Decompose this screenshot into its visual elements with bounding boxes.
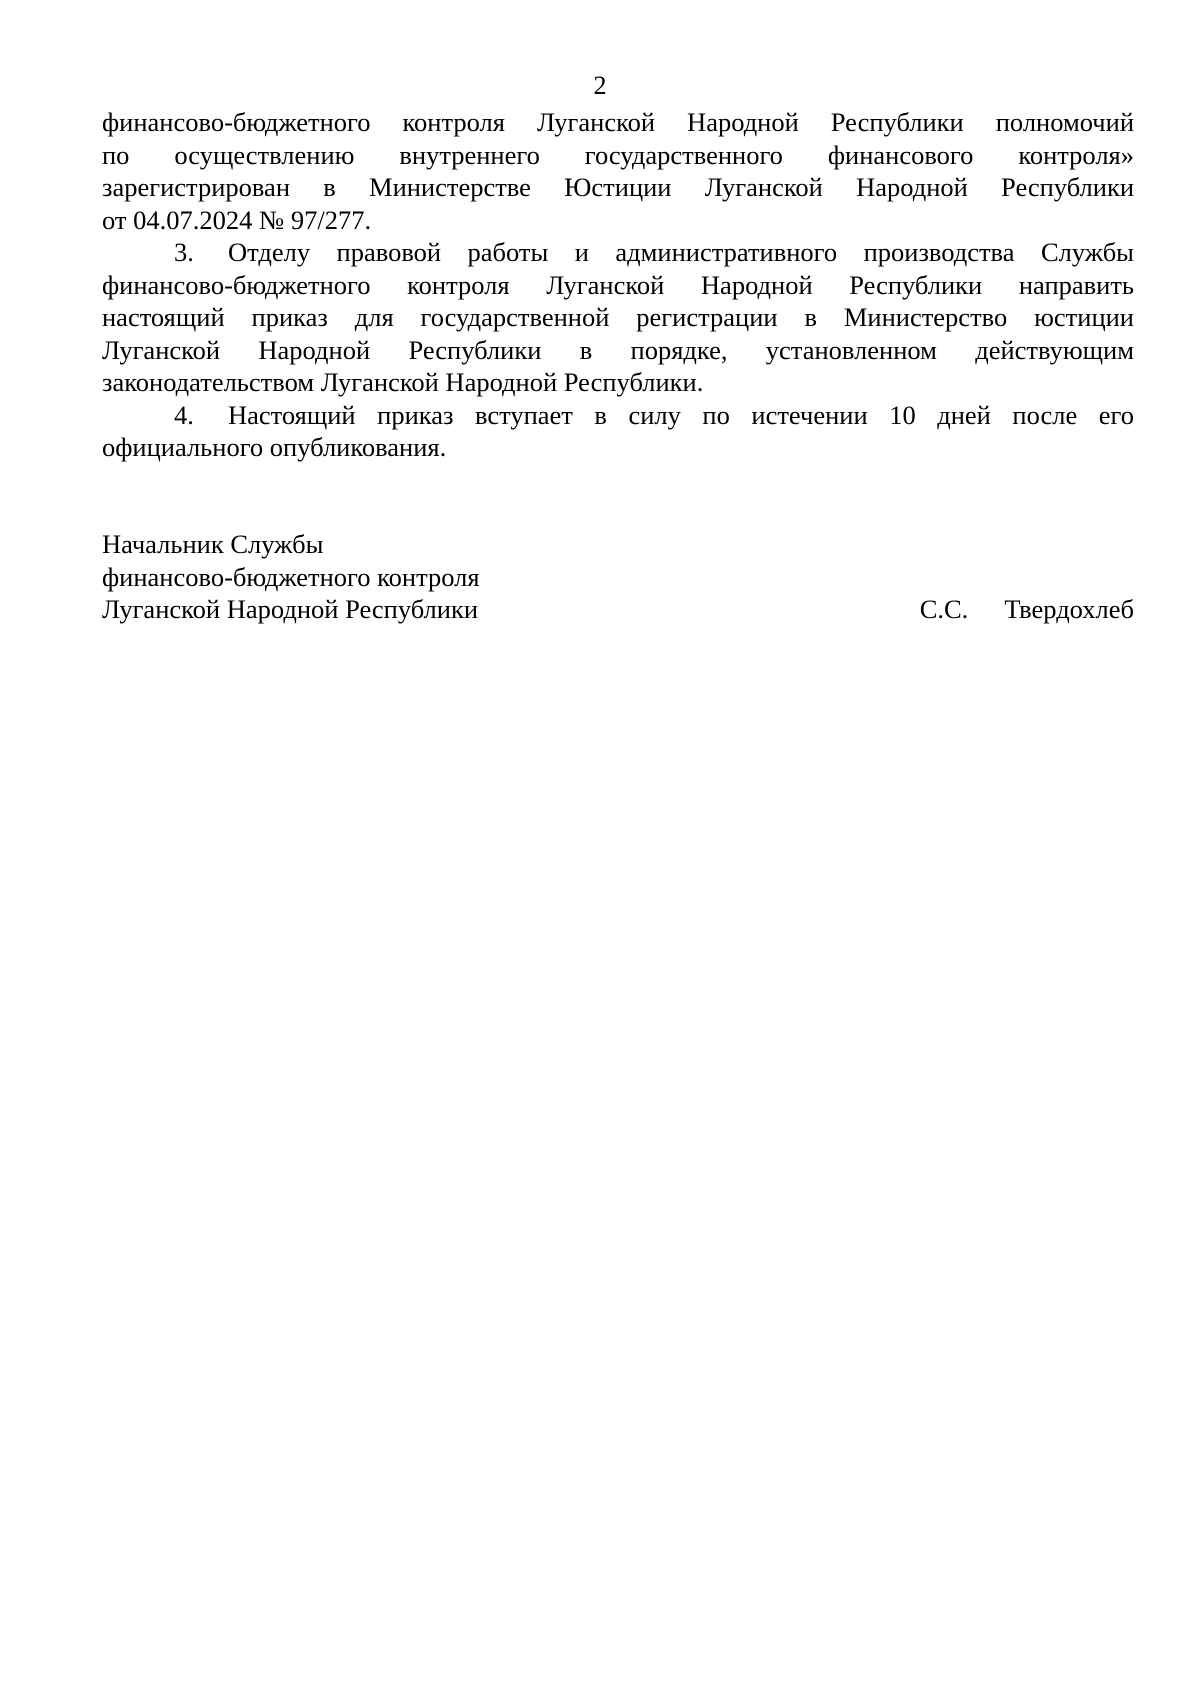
text-line: от 04.07.2024 № 97/277. [102, 204, 372, 235]
signatory-surname: Твердохлеб [1004, 594, 1134, 624]
text-line: законодательством Луганской Народной Республики. [102, 367, 704, 397]
list-item-number: 3. [174, 237, 194, 267]
signatory-position-line: финансово-бюджетного контроля [102, 561, 480, 592]
text-line [102, 399, 1134, 432]
text-line: зарегистрирован в Министерстве Юстиции Луганской Народной Республики [102, 172, 1134, 202]
text-line: Луганской Народной Республики в порядке, установленном действующим [102, 334, 1134, 365]
signatory-position-line: Начальник Службы [102, 529, 324, 559]
list-item-3 [102, 236, 1134, 399]
signature-block [102, 528, 1134, 626]
signatory-name [920, 593, 1134, 626]
text-line: настоящий приказ для государственной регистрации в Министерство юстиции [102, 302, 1134, 332]
signatory-position-line: Луганской Народной Республики [102, 594, 479, 624]
list-item-first-line: Настоящий приказ вступает в силу по истечении 10 дней после его [228, 399, 1134, 430]
list-item-first-line: Отделу правовой работы и административного производства Службы [228, 237, 1134, 267]
list-item-4 [102, 399, 1134, 464]
document-body [102, 106, 1134, 464]
list-item-number: 4. [174, 399, 194, 430]
text-line: финансово-бюджетного контроля Луганской Народной Республики направить [102, 269, 1134, 300]
page-number: 2 [593, 71, 607, 100]
text-line: официального опубликования. [102, 432, 447, 462]
text-line: финансово-бюджетного контроля Луганской Народной Республики полномочий [102, 107, 1134, 137]
signatory-initials: С.С. [919, 594, 969, 624]
paragraph-continued [102, 106, 1134, 236]
text-line [102, 236, 1134, 269]
text-line: по осуществлению внутреннего государственного финансового контроля» [102, 139, 1134, 170]
